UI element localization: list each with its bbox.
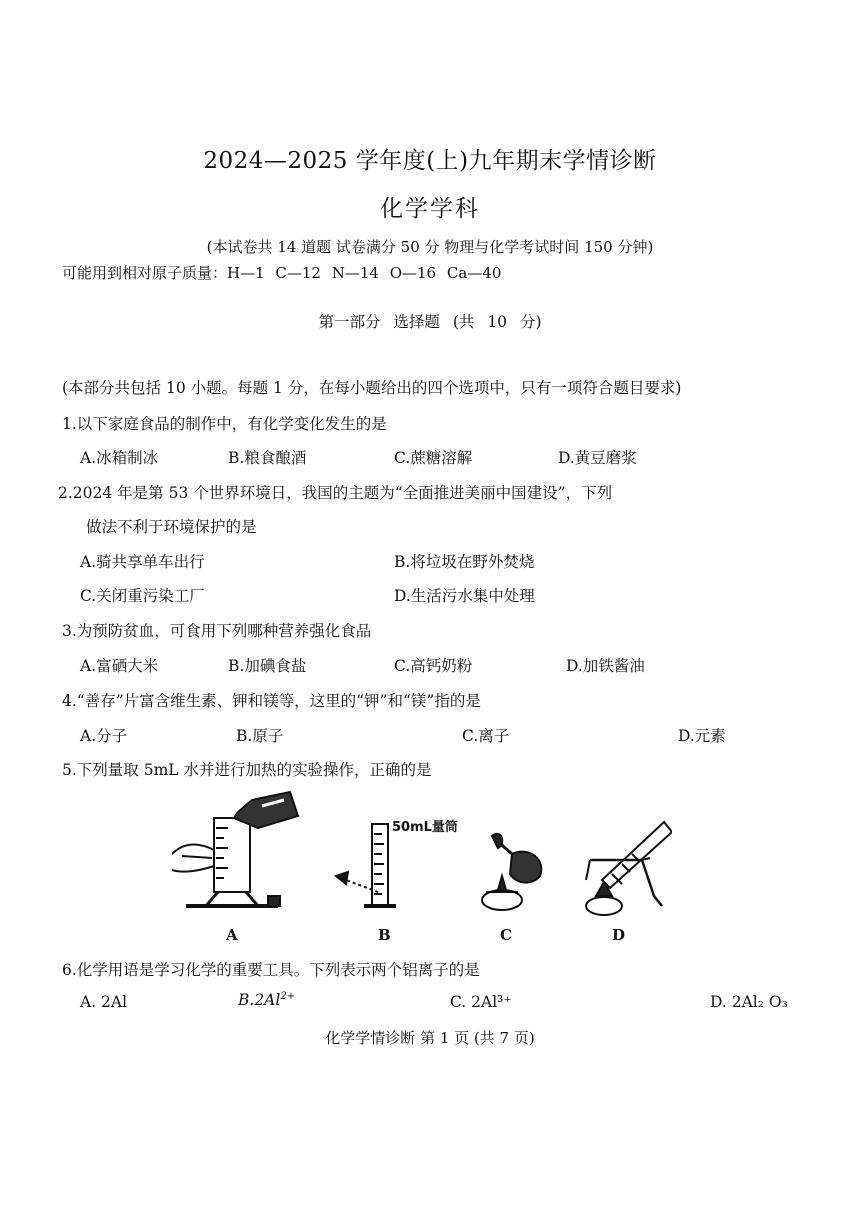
q2-option-a: A.骑共享单车出行 xyxy=(80,553,205,571)
q6-option-b-sup: 2+ xyxy=(280,991,296,1002)
q3-option-b: B.加碘食盐 xyxy=(228,657,307,675)
figure-label-d: D xyxy=(612,926,626,944)
q4-option-d: D.元素 xyxy=(678,727,726,745)
figure-a-pouring xyxy=(172,792,298,906)
exam-note: (本试卷共 14 道题 试卷满分 50 分 物理与化学考试时间 150 分钟) xyxy=(206,238,654,256)
q2-option-b: B.将垃圾在野外焚烧 xyxy=(394,553,535,571)
figure-label-c: C xyxy=(500,926,512,944)
page-footer: 化学学情诊断 第 1 页 (共 7 页) xyxy=(325,1029,535,1047)
atomic-masses: 可能用到相对原子质量：H—1 C—12 N—14 O—16 Ca—40 xyxy=(62,264,502,282)
q1-option-b: B.粮食酿酒 xyxy=(228,449,307,467)
lab-operations-figure xyxy=(172,788,672,946)
part-heading: 第一部分 选择题 (共 10 分) xyxy=(318,313,542,331)
q4-option-c: C.离子 xyxy=(462,727,510,745)
q6-option-a: A. 2Al xyxy=(80,993,128,1011)
q1-option-d: D.黄豆磨浆 xyxy=(558,449,637,467)
question-2-stem-line2: 做法不利于环境保护的是 xyxy=(86,518,257,536)
part-instructions: (本部分共包括 10 小题。每题 1 分，在每小题给出的四个选项中，只有一项符合题目要求) xyxy=(62,379,682,397)
figure-label-a: A xyxy=(226,926,238,944)
figure-d-testtube xyxy=(586,822,672,915)
q1-option-c: C.蔗糖溶解 xyxy=(394,449,473,467)
q4-option-a: A.分子 xyxy=(80,727,128,745)
figure-label-b: B xyxy=(378,926,391,944)
q3-option-c: C.高钙奶粉 xyxy=(394,657,473,675)
q6-option-b xyxy=(238,991,295,1009)
subject-title: 化学学科 xyxy=(380,196,480,222)
q4-option-b: B.原子 xyxy=(236,727,284,745)
figure-b-cylinder xyxy=(336,824,396,906)
q6-option-b-text: B.2Al xyxy=(238,991,281,1010)
q6-option-d: D. 2Al₂ O₃ xyxy=(710,993,788,1011)
question-1-stem: 1.以下家庭食品的制作中，有化学变化发生的是 xyxy=(62,415,387,433)
q6-option-c: C. 2Al³⁺ xyxy=(450,993,512,1011)
q2-option-c: C.关闭重污染工厂 xyxy=(80,587,205,605)
question-4-stem: 4.“善存”片富含维生素、钾和镁等，这里的“钾”和“镁”指的是 xyxy=(62,692,481,710)
q3-option-d: D.加铁酱油 xyxy=(566,657,645,675)
q2-option-d: D.生活污水集中处理 xyxy=(394,587,535,605)
exam-title: 2024—2025 学年度(上)九年期末学情诊断 xyxy=(203,148,657,174)
cylinder-label: 50mL量筒 xyxy=(392,820,458,835)
q3-option-a: A.富硒大米 xyxy=(80,657,159,675)
figure-c-heating xyxy=(482,834,541,910)
question-2-stem: 2.2024 年是第 53 个世界环境日，我国的主题为“全面推进美丽中国建设”，下列 xyxy=(58,484,613,502)
question-3-stem: 3.为预防贫血，可食用下列哪种营养强化食品 xyxy=(62,622,372,640)
question-5-stem: 5.下列量取 5mL 水并进行加热的实验操作，正确的是 xyxy=(62,761,432,779)
question-6-stem: 6.化学用语是学习化学的重要工具。下列表示两个铝离子的是 xyxy=(62,961,480,979)
q1-option-a: A.冰箱制冰 xyxy=(80,449,159,467)
